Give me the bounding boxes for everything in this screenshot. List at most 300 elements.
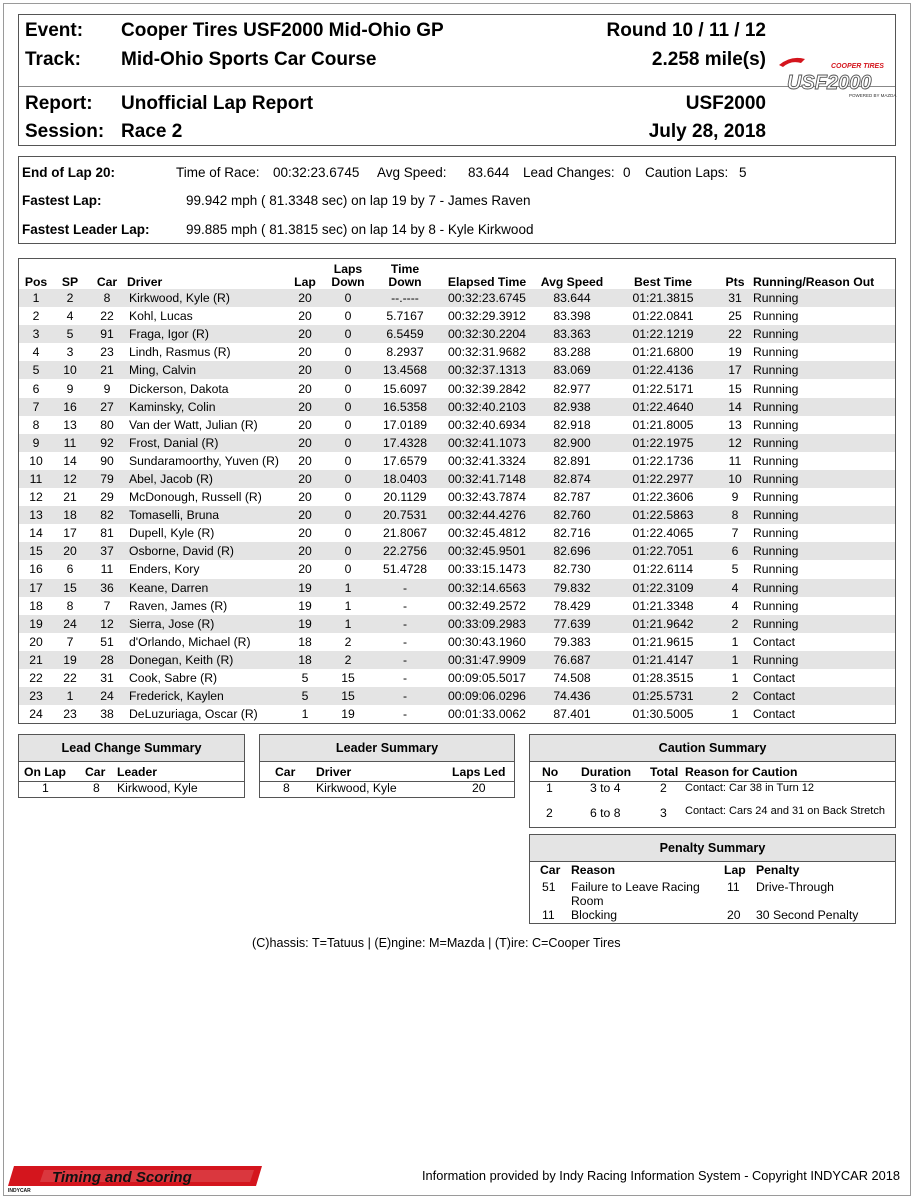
cell-status: Running — [753, 345, 799, 360]
cell-lap: 20 — [298, 562, 312, 577]
cell-pos: 1 — [19, 289, 53, 307]
cell-status: Running — [753, 453, 799, 468]
cell-best-time: 01:22.4065 — [632, 526, 694, 541]
cell-pts: 19 — [728, 345, 742, 360]
cell-avg-speed: 79.383 — [553, 634, 591, 649]
cell-best-time: 01:22.4640 — [609, 398, 717, 416]
fastest-lap-label: Fastest Lap: — [22, 193, 102, 208]
cell-sp: 9 — [66, 381, 74, 396]
penalty-type: 30 Second Penalty — [756, 908, 859, 922]
cell-avg-speed: 77.639 — [535, 615, 609, 633]
cell-elapsed-time: 00:33:09.2983 — [439, 615, 535, 633]
cell-sp: 17 — [63, 526, 77, 541]
header-divider — [19, 86, 895, 87]
cell-status: Running — [753, 615, 895, 633]
cell-driver: Sundaramoorthy, Yuven (R) — [129, 453, 279, 468]
table-row — [19, 325, 895, 343]
cell-best-time: 01:21.3815 — [609, 289, 717, 307]
cell-driver: Tomaselli, Bruna — [127, 506, 285, 524]
cell-avg-speed: 82.918 — [553, 417, 591, 432]
table-row — [19, 651, 895, 669]
lead-change-car: 8 — [93, 781, 100, 795]
cell-driver: Van der Watt, Julian (R) — [129, 417, 258, 432]
cell-sp: 20 — [53, 542, 87, 560]
caution-summary-title: Caution Summary — [530, 735, 895, 762]
cell-lap: 20 — [285, 542, 325, 560]
cell-time-down: - — [402, 598, 408, 613]
cell-lap: 19 — [285, 615, 325, 633]
cell-elapsed-time: 00:32:40.2103 — [439, 398, 535, 416]
table-row — [19, 633, 895, 651]
cell-pts: 2 — [717, 687, 753, 705]
table-row — [19, 289, 895, 307]
cell-pos: 12 — [29, 490, 43, 505]
table-row — [19, 343, 895, 361]
cell-car: 38 — [100, 707, 114, 722]
cell-driver: Ming, Calvin — [127, 361, 285, 379]
cell-lap: 20 — [285, 361, 325, 379]
cell-pos: 16 — [29, 562, 43, 577]
cell-time-down: - — [371, 651, 439, 669]
cell-status: Running — [753, 325, 895, 343]
table-row — [19, 560, 895, 578]
penalty-col-penalty: Penalty — [756, 863, 800, 877]
col-pos: Pos — [24, 275, 48, 289]
cell-pos: 22 — [29, 671, 43, 686]
track-name: Mid-Ohio Sports Car Course — [121, 49, 377, 70]
cell-status: Running — [753, 542, 895, 560]
cell-laps-down: 0 — [344, 309, 352, 324]
cell-car: 31 — [100, 671, 114, 686]
results-panel — [18, 258, 896, 724]
cell-time-down: 20.1129 — [383, 490, 427, 505]
cell-sp: 19 — [53, 651, 87, 669]
cell-car: 90 — [100, 453, 114, 468]
report-row — [19, 90, 895, 118]
penalty-car: 51 — [542, 880, 556, 894]
cell-time-down: 18.0403 — [371, 470, 439, 488]
cell-avg-speed: 74.436 — [535, 687, 609, 705]
cell-laps-down: 0 — [325, 325, 371, 343]
cell-car: 8 — [87, 289, 127, 307]
leader-summary-laps: 20 — [472, 781, 486, 795]
cell-laps-down: 0 — [325, 361, 371, 379]
caution-summary — [529, 734, 896, 828]
cell-status: Running — [753, 506, 895, 524]
cell-driver: Lindh, Rasmus (R) — [129, 345, 231, 360]
cell-pos: 10 — [29, 453, 43, 468]
cell-pts: 9 — [731, 490, 739, 505]
cell-sp: 15 — [53, 579, 87, 597]
cell-pts: 10 — [717, 470, 753, 488]
cell-driver: Abel, Jacob (R) — [127, 470, 285, 488]
cell-best-time: 01:21.6800 — [632, 345, 694, 360]
cell-pts: 25 — [728, 309, 742, 324]
cell-status: Running — [753, 381, 799, 396]
cell-best-time: 01:21.8005 — [632, 417, 694, 432]
cell-status: Contact — [753, 634, 796, 649]
cell-best-time: 01:22.5863 — [609, 506, 717, 524]
cell-sp: 6 — [66, 562, 74, 577]
cell-sp: 4 — [66, 309, 74, 324]
cell-status: Running — [753, 579, 895, 597]
cell-car: 37 — [87, 542, 127, 560]
cell-car: 92 — [87, 434, 127, 452]
session-name: Race 2 — [121, 121, 183, 142]
cell-sp: 2 — [53, 289, 87, 307]
caution-col-total: Total — [650, 765, 679, 779]
cell-pts: 12 — [717, 434, 753, 452]
caution-reason: Contact: Car 38 in Turn 12 — [685, 782, 815, 794]
cell-lap: 5 — [285, 687, 325, 705]
cell-laps-down: 15 — [325, 687, 371, 705]
cell-pos: 13 — [19, 506, 53, 524]
cell-pts: 11 — [728, 453, 742, 468]
cell-best-time: 01:21.9615 — [632, 634, 694, 649]
col-laps-down-line1: Laps — [333, 262, 363, 276]
cell-lap: 20 — [298, 417, 312, 432]
cell-laps-down: 2 — [344, 634, 352, 649]
cell-elapsed-time: 00:32:37.1313 — [439, 361, 535, 379]
cell-status: Running — [753, 470, 895, 488]
cell-time-down: - — [402, 671, 408, 686]
cell-pts: 1 — [731, 671, 739, 686]
col-elapsed: Elapsed Time — [447, 275, 527, 289]
cell-best-time: 01:22.1219 — [609, 325, 717, 343]
lead-change-title: Lead Change Summary — [19, 735, 244, 762]
cell-status: Running — [753, 289, 895, 307]
cell-lap: 20 — [285, 325, 325, 343]
cell-best-time: 01:22.0841 — [632, 309, 694, 324]
cell-driver: Kaminsky, Colin — [127, 398, 285, 416]
fastest-leader-lap-value: 99.885 mph ( 81.3815 sec) on lap 14 by 8 - Kyle Kirkwood — [186, 222, 534, 237]
col-laps-down — [325, 259, 371, 289]
caution-laps-label: Caution Laps: — [645, 165, 729, 180]
table-row — [19, 687, 895, 705]
lead-changes-value: 0 — [623, 165, 631, 180]
cell-pts: 1 — [717, 651, 753, 669]
cell-sp: 16 — [53, 398, 87, 416]
cell-pos: 4 — [32, 345, 40, 360]
cell-avg-speed: 82.730 — [553, 562, 591, 577]
cell-driver: d'Orlando, Michael (R) — [129, 634, 251, 649]
cell-laps-down: 0 — [325, 434, 371, 452]
cell-driver: Raven, James (R) — [129, 598, 228, 613]
cell-driver: Frederick, Kaylen — [127, 687, 285, 705]
cell-lap: 5 — [301, 671, 309, 686]
series-name: USF2000 — [685, 93, 766, 114]
caution-col-duration: Duration — [581, 765, 632, 779]
cell-pts: 1 — [731, 634, 739, 649]
caution-laps-value: 5 — [739, 165, 747, 180]
cell-pos: 23 — [19, 687, 53, 705]
cell-avg-speed: 82.900 — [535, 434, 609, 452]
cell-laps-down: 15 — [341, 671, 355, 686]
cell-laps-down: 0 — [325, 542, 371, 560]
cell-pos: 7 — [19, 398, 53, 416]
cell-car: 36 — [87, 579, 127, 597]
cell-elapsed-time: 00:32:14.6563 — [439, 579, 535, 597]
cell-driver: Enders, Kory — [129, 562, 200, 577]
cell-elapsed-time: 00:33:15.1473 — [448, 562, 526, 577]
cell-status: Running — [753, 361, 895, 379]
cell-driver: Cook, Sabre (R) — [129, 671, 218, 686]
cell-lap: 1 — [301, 707, 309, 722]
cell-elapsed-time: 00:32:30.2204 — [439, 325, 535, 343]
cell-lap: 19 — [298, 598, 312, 613]
cell-elapsed-time: 00:32:45.4812 — [448, 526, 526, 541]
cell-sp: 10 — [53, 361, 87, 379]
cell-avg-speed: 83.288 — [553, 345, 591, 360]
race-date: July 28, 2018 — [648, 121, 766, 142]
cell-car: 23 — [100, 345, 114, 360]
cell-pos: 20 — [29, 634, 43, 649]
cell-pos: 6 — [32, 381, 40, 396]
cell-time-down: 13.4568 — [371, 361, 439, 379]
caution-total: 3 — [660, 806, 667, 820]
cell-lap: 20 — [285, 398, 325, 416]
cell-pos: 8 — [32, 417, 40, 432]
table-row — [19, 579, 895, 597]
cell-avg-speed: 82.977 — [553, 381, 591, 396]
cell-sp: 11 — [53, 434, 87, 452]
cell-best-time: 01:28.3515 — [632, 671, 694, 686]
table-row — [19, 669, 895, 687]
cell-best-time: 01:30.5005 — [632, 707, 694, 722]
table-row — [19, 434, 895, 452]
lead-changes-label: Lead Changes: — [523, 165, 615, 180]
cell-avg-speed: 74.508 — [553, 671, 591, 686]
cell-status: Contact — [753, 671, 796, 686]
leader-summary-car: 8 — [283, 781, 290, 795]
cell-pts: 4 — [717, 579, 753, 597]
cell-pts: 2 — [717, 615, 753, 633]
cell-best-time: 01:21.4147 — [609, 651, 717, 669]
table-row — [19, 398, 895, 416]
cell-time-down: 21.8067 — [382, 526, 428, 541]
cell-status: Running — [753, 526, 799, 541]
table-row — [19, 470, 895, 488]
table-row — [19, 506, 895, 524]
cell-sp: 18 — [53, 506, 87, 524]
cell-avg-speed: 76.687 — [535, 651, 609, 669]
cell-elapsed-time: 00:09:06.0296 — [439, 687, 535, 705]
cell-avg-speed: 78.429 — [553, 598, 591, 613]
cell-avg-speed: 83.644 — [535, 289, 609, 307]
time-of-race-value: 00:32:23.6745 — [273, 165, 360, 180]
event-name: Cooper Tires USF2000 Mid-Ohio GP — [121, 20, 444, 41]
caution-total: 2 — [660, 781, 667, 795]
cell-car: 80 — [100, 417, 114, 432]
cell-pts: 6 — [717, 542, 753, 560]
cell-elapsed-time: 00:32:23.6745 — [439, 289, 535, 307]
caution-no: 1 — [546, 781, 553, 795]
caution-col-reason: Reason for Caution — [685, 765, 798, 779]
cell-sp: 24 — [53, 615, 87, 633]
table-row — [19, 452, 895, 470]
cell-best-time: 01:22.3109 — [609, 579, 717, 597]
cell-driver: DeLuzuriaga, Oscar (R) — [129, 707, 258, 722]
race-summary — [18, 156, 896, 244]
caution-duration: 3 to 4 — [590, 781, 621, 795]
col-time-down-line1: Time — [390, 262, 420, 276]
cell-car: 11 — [100, 562, 114, 577]
lead-change-col-car: Car — [85, 765, 106, 779]
cell-lap: 20 — [298, 526, 312, 541]
cell-car: 28 — [87, 651, 127, 669]
col-car: Car — [96, 275, 118, 289]
caution-no: 2 — [546, 806, 553, 820]
cell-car: 79 — [87, 470, 127, 488]
cell-driver: Donegan, Keith (R) — [127, 651, 285, 669]
cell-best-time: 01:22.1736 — [632, 453, 694, 468]
cell-laps-down: 0 — [344, 526, 352, 541]
cell-laps-down: 0 — [344, 453, 352, 468]
footer-logo-sub: INDYCAR — [8, 1188, 31, 1192]
cell-laps-down: 2 — [325, 651, 371, 669]
col-best-time: Best Time — [633, 275, 693, 289]
cell-best-time: 01:21.3348 — [632, 598, 694, 613]
cell-elapsed-time: 00:32:44.4276 — [439, 506, 535, 524]
cell-sp: 8 — [66, 598, 74, 613]
cell-time-down: 20.7531 — [371, 506, 439, 524]
cell-sp: 5 — [53, 325, 87, 343]
cell-pos: 14 — [29, 526, 43, 541]
cell-sp: 21 — [63, 490, 77, 505]
table-row — [19, 307, 895, 325]
cell-sp: 3 — [66, 345, 74, 360]
fastest-leader-lap-label: Fastest Leader Lap: — [22, 222, 150, 237]
cell-laps-down: 0 — [325, 398, 371, 416]
cell-lap: 20 — [298, 345, 312, 360]
col-time-down — [371, 259, 439, 289]
track-row — [19, 46, 895, 74]
cell-avg-speed: 83.069 — [535, 361, 609, 379]
cell-status: Running — [753, 417, 799, 432]
cell-lap: 18 — [285, 651, 325, 669]
cell-avg-speed: 82.938 — [535, 398, 609, 416]
cell-avg-speed: 83.363 — [535, 325, 609, 343]
caution-duration: 6 to 8 — [590, 806, 621, 820]
leader-summary-col-laps: Laps Led — [452, 765, 506, 779]
col-sp: SP — [61, 275, 79, 289]
cell-best-time: 01:21.9642 — [609, 615, 717, 633]
cell-driver: Osborne, David (R) — [127, 542, 285, 560]
end-of-lap-label: End of Lap 20: — [22, 165, 116, 180]
logo-main-text: USF2000 — [787, 72, 872, 94]
col-avg-speed: Avg Speed — [540, 275, 604, 289]
cell-car: 51 — [100, 634, 114, 649]
cell-car: 22 — [100, 309, 114, 324]
cell-elapsed-time: 00:32:45.9501 — [439, 542, 535, 560]
cell-lap: 20 — [285, 434, 325, 452]
leader-summary-col-driver: Driver — [316, 765, 352, 779]
cell-car: 27 — [87, 398, 127, 416]
cell-lap: 20 — [298, 309, 312, 324]
cell-laps-down: 1 — [325, 615, 371, 633]
cell-laps-down: 0 — [344, 562, 352, 577]
cell-best-time: 01:22.1975 — [609, 434, 717, 452]
footer-copyright: Information provided by Indy Racing Information System - Copyright INDYCAR 2018 — [422, 1168, 900, 1183]
leader-summary — [259, 734, 515, 798]
leader-summary-driver: Kirkwood, Kyle — [316, 781, 397, 795]
report-label: Report: — [25, 93, 93, 114]
cell-pts: 15 — [728, 381, 742, 396]
penalty-reason-cont: Room — [571, 894, 604, 908]
cell-elapsed-time: 00:30:43.1960 — [448, 634, 526, 649]
leader-summary-col-car: Car — [275, 765, 296, 779]
avg-speed-value: 83.644 — [468, 165, 510, 180]
cell-avg-speed: 82.760 — [535, 506, 609, 524]
cell-avg-speed: 83.398 — [553, 309, 591, 324]
cell-elapsed-time: 00:09:05.5017 — [448, 671, 526, 686]
cell-elapsed-time: 00:32:31.9682 — [448, 345, 526, 360]
cell-sp: 7 — [66, 634, 74, 649]
cell-best-time: 01:22.5171 — [632, 381, 694, 396]
cell-avg-speed: 79.832 — [535, 579, 609, 597]
cell-car: 21 — [87, 361, 127, 379]
cell-pts: 4 — [731, 598, 739, 613]
cell-elapsed-time: 00:32:29.3912 — [448, 309, 526, 324]
cell-time-down: - — [371, 579, 439, 597]
cell-best-time: 01:22.6114 — [632, 562, 694, 577]
penalty-col-reason: Reason — [571, 863, 616, 877]
penalty-summary — [529, 834, 896, 924]
cell-lap: 20 — [285, 506, 325, 524]
cell-sp: 13 — [63, 417, 77, 432]
event-row — [19, 17, 895, 45]
table-row — [19, 524, 895, 542]
cell-time-down: 5.7167 — [386, 309, 424, 324]
cell-pos: 5 — [19, 361, 53, 379]
cell-pos: 24 — [29, 707, 43, 722]
cell-car: 7 — [103, 598, 111, 613]
col-time-down-line2: Down — [388, 275, 422, 289]
cell-pos: 18 — [29, 598, 43, 613]
col-pts: Pts — [725, 275, 745, 289]
cell-elapsed-time: 00:32:41.3324 — [448, 453, 526, 468]
cell-elapsed-time: 00:32:49.2572 — [448, 598, 526, 613]
cell-lap: 18 — [298, 634, 312, 649]
cell-pts: 13 — [728, 417, 742, 432]
col-laps-down-line2: Down — [331, 275, 365, 289]
penalty-col-lap: Lap — [724, 863, 746, 877]
cell-laps-down: 0 — [344, 490, 352, 505]
fastest-lap-value: 99.942 mph ( 81.3348 sec) on lap 19 by 7 - James Raven — [186, 193, 531, 208]
table-row — [19, 597, 895, 615]
table-row — [19, 361, 895, 379]
cell-lap: 20 — [285, 289, 325, 307]
cell-car: 29 — [100, 490, 114, 505]
logo-top-text: COOPER TIRES — [831, 63, 884, 70]
cell-sp: 14 — [63, 453, 77, 468]
cell-time-down: - — [371, 615, 439, 633]
cell-car: 9 — [103, 381, 111, 396]
penalty-lap: 11 — [727, 880, 740, 894]
cell-elapsed-time: 00:32:40.6934 — [448, 417, 526, 432]
cell-status: Running — [753, 651, 895, 669]
cell-lap: 19 — [285, 579, 325, 597]
cell-time-down: 17.0189 — [382, 417, 428, 432]
abbreviation-legend: (C)hassis: T=Tatuus | (E)ngine: M=Mazda | (T)ire: C=Cooper Tires — [252, 936, 621, 950]
cell-laps-down: 0 — [325, 289, 371, 307]
penalty-reason: Blocking — [571, 908, 618, 922]
cell-status: Running — [753, 398, 895, 416]
col-lap: Lap — [294, 275, 316, 289]
footer-logo-text: Timing and Scoring — [52, 1169, 192, 1186]
cell-lap: 20 — [285, 470, 325, 488]
cell-pts: 22 — [717, 325, 753, 343]
